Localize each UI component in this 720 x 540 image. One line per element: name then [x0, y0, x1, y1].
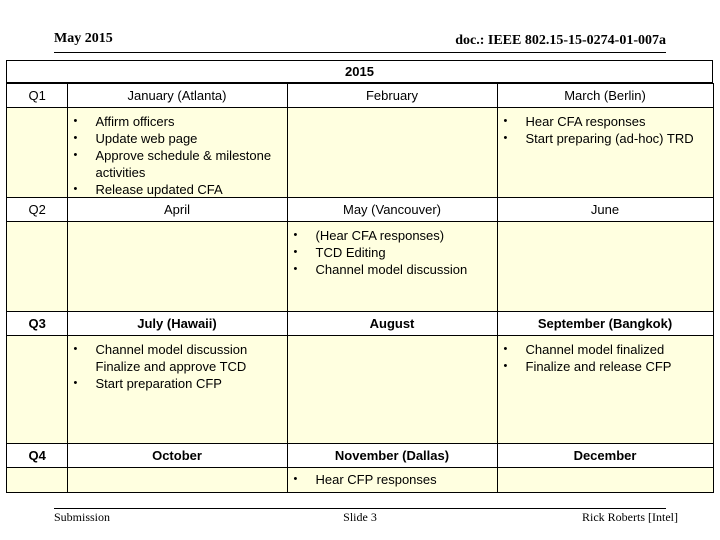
month-header: January (Atlanta) [67, 83, 288, 108]
quarter-label: Q3 [6, 311, 68, 336]
year-header: 2015 [6, 60, 713, 83]
slide-number: Slide 3 [343, 510, 377, 524]
month-header: June [497, 197, 714, 222]
header-divider [54, 52, 666, 53]
list-item: • Finalize and release CFP [498, 358, 713, 375]
list-item: • Approve schedule & milestone activities [68, 147, 287, 181]
list-item: • Release updated CFA [68, 181, 287, 198]
list-item: • Start preparation CFP [68, 375, 287, 392]
month-items [287, 335, 498, 444]
quarter-label: Q1 [6, 83, 68, 108]
month-header: May (Vancouver) [287, 197, 498, 222]
list-item: • Channel model discussion [288, 261, 497, 278]
month-header: December [497, 443, 714, 468]
month-header: April [67, 197, 288, 222]
list-item: • Channel model finalized [498, 341, 713, 358]
month-items [67, 221, 288, 312]
list-item: • Affirm officers [68, 113, 287, 130]
month-header: October [67, 443, 288, 468]
list-item: • Channel model discussion Finalize and approve TCD [68, 341, 287, 375]
list-item: • Update web page [68, 130, 287, 147]
quarter-spacer [6, 107, 68, 198]
month-header: September (Bangkok) [497, 311, 714, 336]
quarter-label: Q4 [6, 443, 68, 468]
month-items [67, 335, 288, 444]
month-items [287, 107, 498, 198]
month-items [67, 467, 288, 493]
month-items [497, 467, 714, 493]
footer-author: Rick Roberts [Intel] [582, 510, 678, 524]
month-items [497, 335, 714, 444]
quarter-spacer [6, 221, 68, 312]
month-items [67, 107, 288, 198]
list-item: • (Hear CFA responses) [288, 227, 497, 244]
month-items [497, 107, 714, 198]
list-item: • Hear CFP responses [288, 471, 497, 488]
month-header: March (Berlin) [497, 83, 714, 108]
schedule-table [6, 83, 713, 492]
footer-divider [54, 508, 666, 509]
month-header: August [287, 311, 498, 336]
header-date: May 2015 [54, 31, 113, 46]
month-header: November (Dallas) [287, 443, 498, 468]
list-item: • Start preparing (ad-hoc) TRD [498, 130, 713, 147]
quarter-spacer [6, 335, 68, 444]
month-items [287, 467, 498, 493]
month-items [287, 221, 498, 312]
quarter-spacer [6, 467, 68, 493]
month-items [497, 221, 714, 312]
quarter-label: Q2 [6, 197, 68, 222]
month-header: July (Hawaii) [67, 311, 288, 336]
month-header: February [287, 83, 498, 108]
list-item: • TCD Editing [288, 244, 497, 261]
footer-submission: Submission [54, 510, 111, 524]
list-item: • Hear CFA responses [498, 113, 713, 130]
header-doc-id: doc.: IEEE 802.15-15-0274-01-007a [455, 33, 666, 48]
